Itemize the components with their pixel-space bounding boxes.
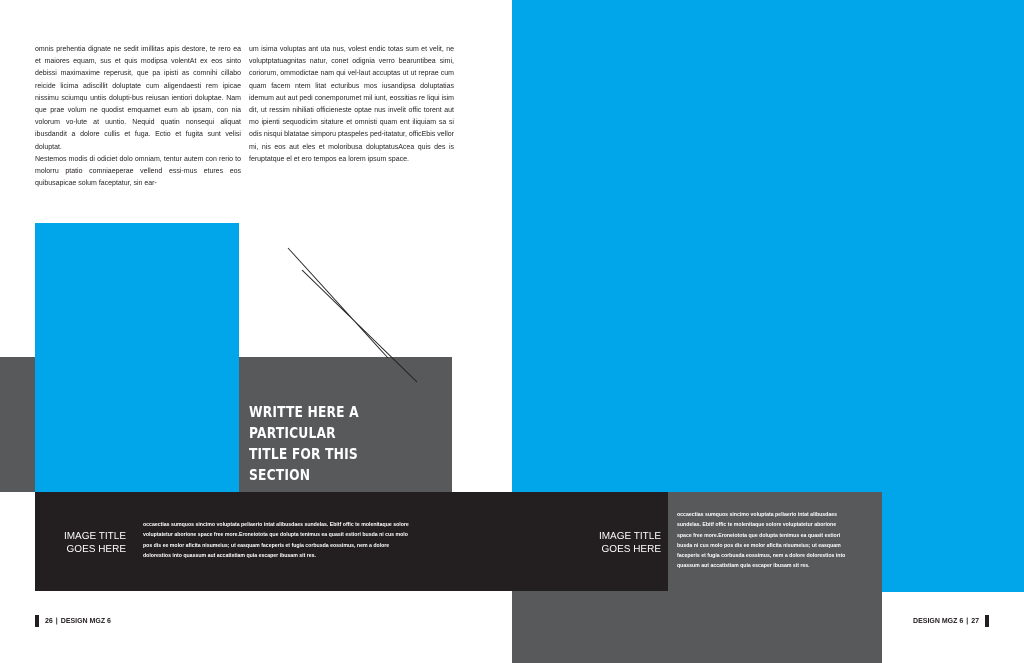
caption-title-line: IMAGE TITLE bbox=[598, 531, 661, 542]
caption-title-line: GOES HERE bbox=[601, 544, 661, 555]
body-paragraph: omnis prehentia dignate ne sedit imillitas apis destore, te rero ea et maiores equam, sus et quis modipsa volentAt ex eos sinto debissi maximaxime reperusit, que pa ipisti as comnihi cillabo reicide licima adiscillit doluptate cum aligendaesti rem ipicae nissimu sciumqu untiis dolupti-bus reiusan ientiori doluptae. Nam que prae volum ne quodist emquamet eum ab ipsam, con nia volorum vo-lute at uuntio. Nequid quatin nonsequi aliquat ibusdandit a dolore cullis et fuga. Ectio et fugita sunt velisi doluptat. bbox=[35, 46, 241, 151]
caption-title-line: GOES HERE bbox=[66, 544, 126, 555]
image-caption-title bbox=[26, 530, 126, 556]
publication-name: DESIGN MGZ 6 bbox=[913, 617, 964, 625]
decorative-diagonal-lines bbox=[280, 240, 430, 390]
page-number: 26 bbox=[45, 617, 53, 625]
folio-right bbox=[913, 615, 989, 627]
folio-separator: | bbox=[966, 617, 969, 625]
image-caption-title bbox=[561, 530, 661, 556]
section-title bbox=[249, 402, 413, 486]
folio-separator: | bbox=[55, 617, 58, 625]
body-paragraph: Nestemos modis di odiciet dolo omniam, tentur autem con rerio to molorru ptatio comniaeperae vellend essi-mus etures eos quibusapicae solum faceptatur, sin ear- bbox=[35, 155, 241, 188]
diagonal-line bbox=[302, 270, 417, 382]
gray-bottom-block bbox=[512, 591, 882, 663]
image-caption-text: occaectias sumquos sincimo voluptata peliaerio intat alibusdaes sundelas. Ebitf offic te molenitaque solore voluptatetur aborione space free more.Eroneiotota que dolupta tenimus ea quasit estiori busda ni cus molo pos dis ee molor aficita nisumeius; ut easquam faceperis et fugia corbusda eossimus, nem a dolore dolorestios into quassum aut accatistiam quia escaper ibusam sit res. bbox=[677, 512, 846, 570]
image-caption-text: occaectias sumquos sincimo voluptata peliaerio intat alibusdaes sundelas. Ebitf offic te molenitaque solore voluptatetur aborione space free more.Eroneiotota que dolupta tenimus ea quasit estiori busda ni cus molo pos dis ee molor aficita nisumeius; ut easquam faceperis et fugia corbusda eossimus, nem a dolore dolorestios into quassum aut accatistiam quia escaper ibusam sit res. bbox=[143, 522, 409, 559]
diagonal-line bbox=[288, 248, 388, 358]
caption-title-line: IMAGE TITLE bbox=[63, 531, 126, 542]
folio-left bbox=[35, 615, 111, 627]
blue-image-placeholder-left bbox=[35, 223, 239, 492]
folio-marker bbox=[985, 615, 989, 627]
body-text-column-right bbox=[249, 44, 454, 166]
page-number: 27 bbox=[971, 617, 979, 625]
folio-marker bbox=[35, 615, 39, 627]
publication-name: DESIGN MGZ 6 bbox=[60, 617, 111, 625]
section-title-line: TITLE FOR THIS SECTION bbox=[249, 445, 358, 484]
body-text-column-left bbox=[35, 44, 241, 190]
body-paragraph: um isima voluptas ant uta nus, volest endic totas sum et velit, ne voluptptatuagnitas natur, conet odignia verro bearuntibea simi, coriorum, ommodictae nam qui vel-laut accuptas ut ut reprae cum quam facem ntem litat ecturibus mos iusandipsa doluptatias idemum aut aut pedi conemporumet mil iunt, eossitias re liqui isim dit, ut ressim nihiliati officieneste optae nus invelit offic torent aut mo ipienti sequodicim sitature et omnisti quam ent iliquiam sa si odis nisqui blatatae simporu ptaspeles ped-itatatur, officEbis vellor mi, nis eos aut eles et moloribusa doluptatusAcea quis des is feruptatque el et ero tempos ea lorem ipsum space. bbox=[249, 46, 454, 163]
section-title-line: WRITTE HERE A PARTICULAR bbox=[249, 403, 359, 442]
